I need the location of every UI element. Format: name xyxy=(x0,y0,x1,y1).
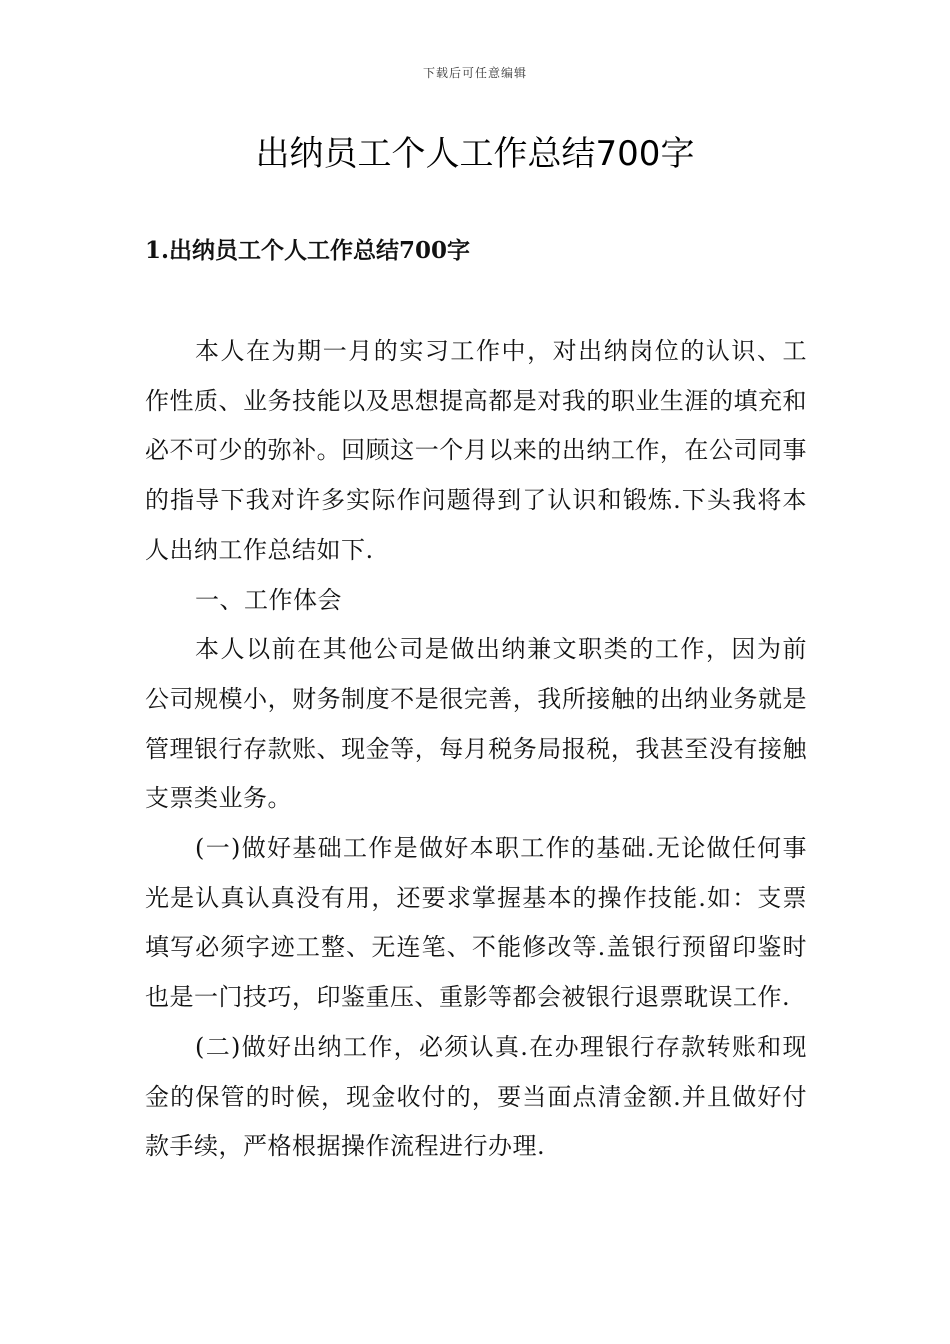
section-heading: 1.出纳员工个人工作总结700字 xyxy=(145,237,471,264)
paragraph-previous-job: 本人以前在其他公司是做出纳兼文职类的工作，因为前公司规模小，财务制度不是很完善，我所接触的出纳业务就是管理银行存款账、现金等，每月税务局报税，我甚至没有接触支票类业务。 xyxy=(145,635,807,813)
paragraph-intro: 本人在为期一月的实习工作中，对出纳岗位的认识、工作性质、业务技能以及思想提高都是对我的职业生涯的填充和必不可少的弥补。回顾这一个月以来的出纳工作，在公司同事的指导下我对许多实际作问题得到了认识和锻炼.下头我将本人出纳工作总结如下. xyxy=(145,337,807,564)
paragraph-subheading-work-experience: 一、工作体会 xyxy=(195,585,342,614)
document-title: 出纳员工个人工作总结700字 xyxy=(255,134,695,174)
body-text xyxy=(145,327,807,1172)
header-note: 下载后可任意编辑 xyxy=(422,66,527,80)
paragraph-point-two: (二)做好出纳工作，必须认真.在办理银行存款转账和现金的保管的时候，现金收付的，要当面点清金额.并且做好付款手续，严格根据操作流程进行办理. xyxy=(145,1032,807,1161)
paragraph-point-one: (一)做好基础工作是做好本职工作的基础.无论做任何事光是认真认真没有用，还要求掌握基本的操作技能.如：支票填写必须字迹工整、无连笔、不能修改等.盖银行预留印鉴时也是一门技巧，印鉴重压、重影等都会被银行退票耽误工作. xyxy=(145,834,807,1012)
